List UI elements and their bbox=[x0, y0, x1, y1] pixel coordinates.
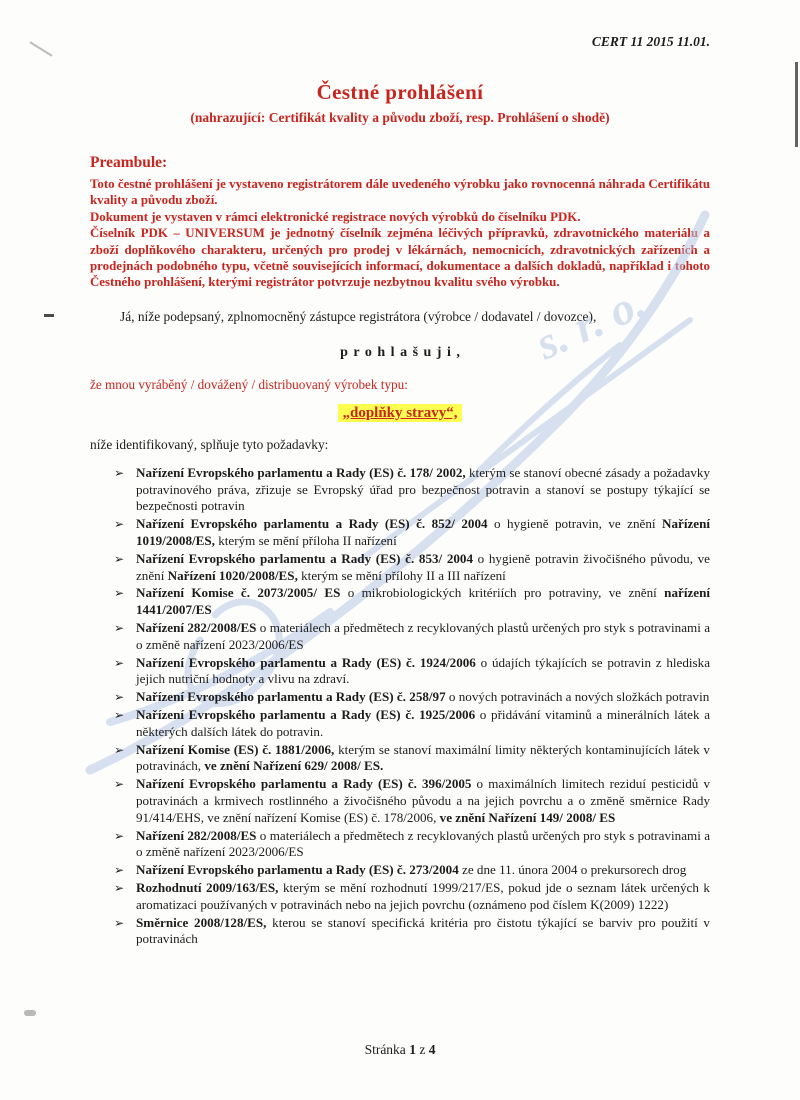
scan-artifact bbox=[24, 1010, 36, 1016]
requirement-text: Nařízení 282/2008/ES o materiálech a předmětech z recyklovaných plastů určených pro styk s potravinami a o změně nařízení 2023/2006/ES bbox=[136, 827, 711, 860]
preamble-heading: Preambule: bbox=[90, 154, 168, 171]
requirement-item bbox=[90, 742, 710, 776]
requirement-item bbox=[90, 655, 710, 689]
requirement-text: Rozhodnutí 2009/163/ES, kterým se mění rozhodnutí 1999/217/ES, pokud jde o seznam látek určených k aromatizaci používaných v potravinách nebo na jejich povrchu (oznámeno pod číslem K(2009) 1222) bbox=[136, 879, 710, 912]
bullet-arrow-icon: ➢ bbox=[114, 690, 125, 705]
requirement-text: Nařízení Evropského parlamentu a Rady (ES) č. 1924/2006 o údajích týkajících se potravin z hlediska jejich nutriční hodnoty a vlivu na zdraví. bbox=[136, 654, 710, 687]
requirement-item bbox=[90, 551, 710, 585]
document-title: Čestné prohlášení bbox=[316, 80, 484, 104]
bullet-arrow-icon: ➢ bbox=[114, 742, 125, 757]
footer-page-number: 1 bbox=[409, 1042, 416, 1057]
product-type-wrap bbox=[90, 404, 710, 422]
bullet-arrow-icon: ➢ bbox=[114, 465, 125, 480]
requirement-text: Nařízení Evropského parlamentu a Rady (ES) č. 853/ 2004 o hygieně potravin živočišného původu, ve znění Nařízení 1020/2008/ES, kterým se mění přílohy II a III nařízení bbox=[136, 550, 710, 583]
requirements-list bbox=[90, 465, 710, 948]
footer-total-pages: 4 bbox=[428, 1042, 436, 1057]
bullet-arrow-icon: ➢ bbox=[114, 655, 125, 670]
requirement-item bbox=[90, 880, 710, 914]
document-ref: CERT 11 2015 11.01. bbox=[591, 34, 710, 49]
requirement-text: Nařízení Komise (ES) č. 1881/2006, kterým se stanoví maximální limity některých kontaminujících látek v potravinách, ve znění Nařízení 629/ 2008/ ES. bbox=[136, 741, 710, 774]
requirement-item bbox=[90, 689, 710, 706]
requirement-text: Nařízení Komise č. 2073/2005/ ES o mikrobiologických kritériích pro potraviny, ve znění nařízení 1441/2007/ES bbox=[136, 585, 710, 618]
bullet-arrow-icon: ➢ bbox=[114, 586, 125, 601]
bullet-arrow-icon: ➢ bbox=[114, 863, 125, 878]
requirement-text: Nařízení Evropského parlamentu a Rady (ES) č. 178/ 2002, kterým se stanoví obecné zásady a požadavky potravinového práva, zřizuje se Evropský úřad pro bezpečnost potravin a stanoví se postupy týkající se bezpečnosti potravin bbox=[136, 464, 710, 514]
requirement-text: Nařízení Evropského parlamentu a Rady (ES) č. 396/2005 o maximálních limitech reziduí pesticidů v potravinách a krmivech rostlinného a živočišného původu a na jejich povrchu a o změně směrnice Rady 91/414/EHS, ve znění nařízení Komise (ES) č. 178/2006, ve znění Nařízení 149/ 2008/ ES bbox=[136, 776, 710, 825]
requirement-item bbox=[90, 915, 710, 949]
footer-label: Stránka bbox=[364, 1042, 406, 1057]
footer-separator: z bbox=[419, 1042, 426, 1057]
page-footer bbox=[0, 1042, 800, 1058]
bullet-arrow-icon: ➢ bbox=[114, 708, 125, 722]
bullet-arrow-icon: ➢ bbox=[114, 828, 125, 843]
bullet-arrow-icon: ➢ bbox=[114, 517, 125, 532]
preamble-paragraph: Toto čestné prohlášení je vystaveno registrátorem dále uvedeného výrobku jako rovnocenná náhrada Certifikátu kvality a původu zboží. bbox=[90, 177, 710, 208]
bullet-arrow-icon: ➢ bbox=[114, 621, 125, 636]
requirement-text: Nařízení Evropského parlamentu a Rady (ES) č. 273/2004 ze dne 11. února 2004 o prekursorech drog bbox=[136, 862, 687, 878]
requirement-text: Nařízení Evropského parlamentu a Rady (ES) č. 258/97 o nových potravinách a nových složkách potravin bbox=[136, 689, 710, 705]
preamble-paragraph: Dokument je vystaven v rámci elektronické registrace nových výrobků do číselníku PDK. bbox=[90, 209, 581, 224]
requirement-item bbox=[90, 585, 710, 619]
requirements-intro: níže identifikovaný, splňuje tyto požadavky: bbox=[90, 436, 329, 452]
document-subtitle: (nahrazující: Certifikát kvality a původu zboží, resp. Prohlášení o shodě) bbox=[190, 110, 610, 125]
bullet-arrow-icon: ➢ bbox=[114, 880, 125, 895]
requirement-text: Nařízení Evropského parlamentu a Rady (ES) č. 852/ 2004 o hygieně potravin, ve znění Nařízení 1019/2008/ES, kterým se mění příloha II nařízení bbox=[136, 516, 710, 549]
scan-artifact bbox=[795, 62, 798, 147]
watermark-text: s. r. o. bbox=[528, 276, 653, 370]
requirement-text: Nařízení 282/2008/ES o materiálech a předmětech z recyklovaných plastů určených pro styk s potravinami a o změně nařízení 2023/2006/ES bbox=[136, 620, 711, 652]
requirement-item bbox=[90, 707, 710, 741]
requirement-item bbox=[90, 862, 710, 879]
bullet-arrow-icon: ➢ bbox=[114, 777, 125, 792]
product-type-line: že mnou vyráběný / dovážený / distribuovaný výrobek typu: bbox=[90, 376, 408, 392]
preamble-body bbox=[90, 176, 710, 291]
scan-artifact bbox=[44, 314, 54, 317]
requirement-item bbox=[90, 828, 710, 862]
scan-artifact bbox=[29, 41, 52, 56]
preamble-section bbox=[90, 154, 710, 291]
requirement-item bbox=[90, 776, 710, 826]
requirement-item bbox=[90, 516, 710, 550]
declarant-intro: Já, níže podepsaný, zplnomocněný zástupce registrátora (výrobce / dodavatel / dovozce), bbox=[120, 308, 597, 324]
product-type-highlight: „doplňky stravy“, bbox=[338, 404, 461, 422]
bullet-arrow-icon: ➢ bbox=[114, 551, 125, 566]
bullet-arrow-icon: ➢ bbox=[114, 915, 125, 930]
requirement-text: Nařízení Evropského parlamentu a Rady (ES) č. 1925/2006 o přidávání vitaminů a minerálních látek a některých dalších látek do potravin. bbox=[136, 707, 711, 739]
requirement-item bbox=[90, 620, 710, 654]
preamble-paragraph: Číselník PDK – UNIVERSUM je jednotný číselník zejména léčivých přípravků, zdravotnického materiálu a zboží doplňkového charakteru, určených pro prodej v lékárnách, nemocnicích, zdravotnických zařízeních a prodejnách podobného typu, včetně souvisejících informací, dokumentace a dalších dokladů, například i tohoto Čestného prohlášení, kterými registrátor potvrzuje nezbytnou kvalitu svého výrobku. bbox=[90, 226, 710, 290]
requirement-item bbox=[90, 465, 710, 515]
requirement-text: Směrnice 2008/128/ES, kterou se stanoví specifická kritéria pro čistotu týkající se barviv pro použití v potravinách bbox=[136, 914, 710, 947]
declaration-statement: p r o h l a š u j i , bbox=[340, 344, 460, 360]
